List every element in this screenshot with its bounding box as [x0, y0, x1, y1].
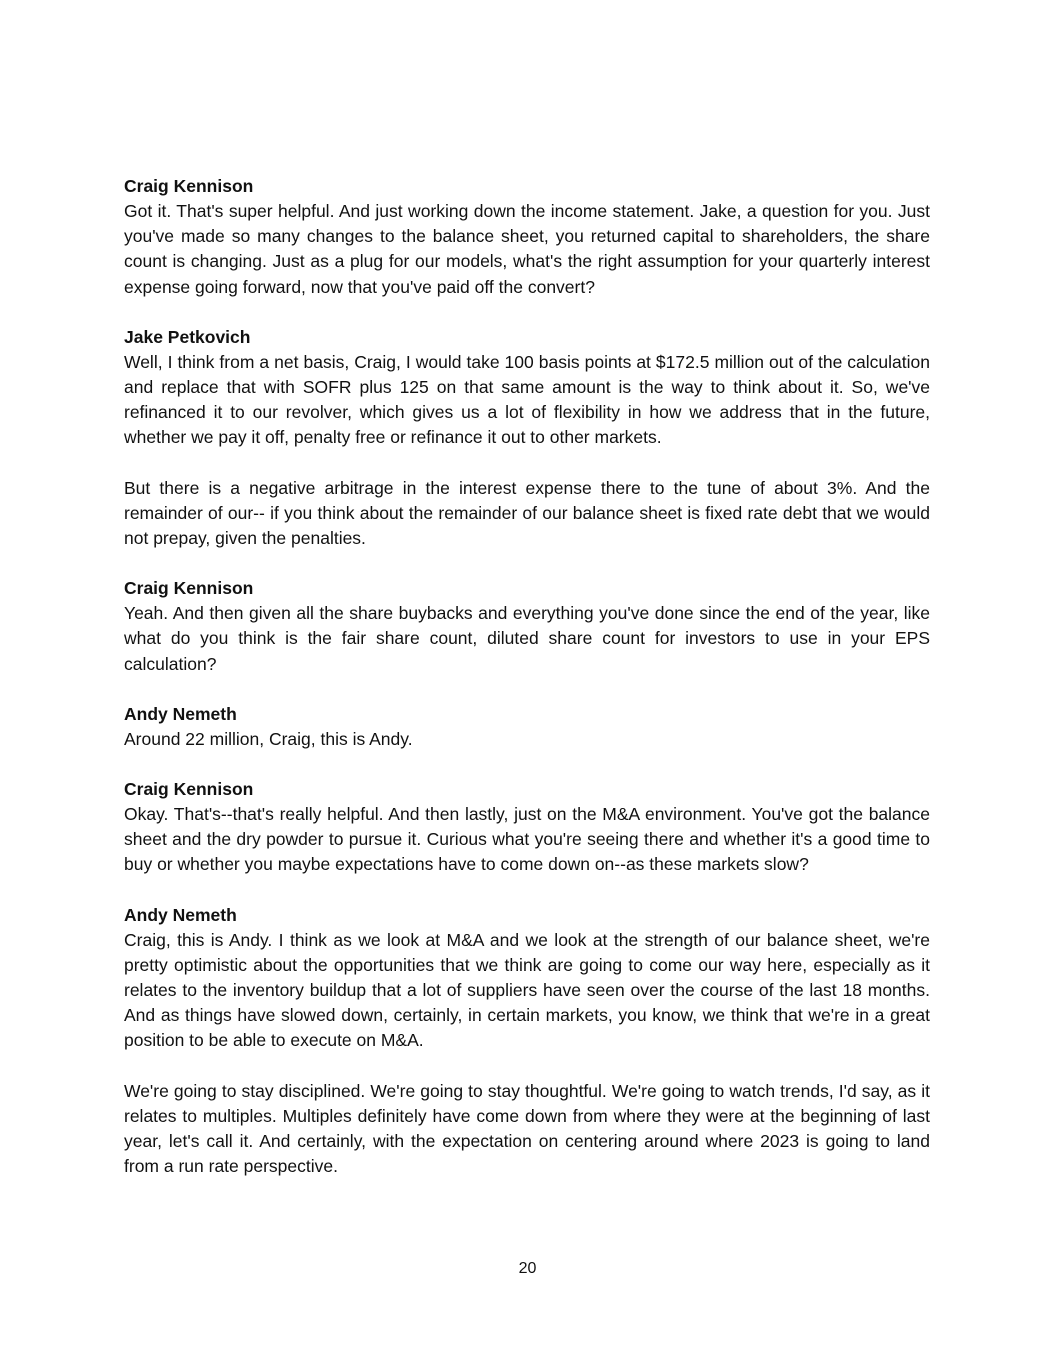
speaker-name: Craig Kennison [124, 176, 254, 196]
speech-paragraph: Okay. That's--that's really helpful. And then lastly, just on the M&A environment. You've got the balance sheet and the dry powder to pursue it. Curious what you're seeing there and whether it's a good time to buy or whether you maybe expectations have to come down on--as these markets slow? [124, 804, 930, 875]
speech-paragraph: Around 22 million, Craig, this is Andy. [124, 728, 413, 749]
speaker-block [124, 325, 930, 551]
transcript-page [124, 174, 930, 1204]
speech-paragraph: We're going to stay disciplined. We're going to stay thoughtful. We're going to watch trends, I'd say, as it relates to multiples. Multiples definitely have come down from where they were at the beginning of last year, let's call it. And certainly, with the expectation on centering around where 2023 is going to land from a run rate perspective. [124, 1080, 930, 1177]
speaker-name: Craig Kennison [124, 779, 254, 800]
speaker-name: Jake Petkovich [124, 326, 251, 347]
speech-paragraph: Yeah. And then given all the share buybacks and everything you've done since the end of the year, like what do you think is the fair share count, diluted share count for investors to use in your EPS calculation? [124, 603, 930, 674]
speech-paragraph: But there is a negative arbitrage in the interest expense there to the tune of about 3%. And the remainder of our-- if you think about the remainder of our balance sheet is fixed rate debt that we would not prepay, given the penalties. [124, 477, 930, 549]
speaker-name: Andy Nemeth [124, 904, 237, 925]
speech-paragraph: Well, I think from a net basis, Craig, I would take 100 basis points at $172.5 million out of the calculation and replace that with SOFR plus 125 on that same amount is the way to think about it. So, we've refinanced it to our revolver, which gives us a lot of flexibility in how we address that in the future, whether we pay it off, penalty free or refinance it out to other markets. [124, 351, 930, 448]
speaker-block [124, 174, 930, 300]
speech-paragraph: Got it. That's super helpful. And just working down the income statement. Jake, a question for you. Just you've made so many changes to the balance sheet, you returned capital to shareholders, the share count is changing. Just as a plug for our models, what's the right assumption for your quarterly interest expense going forward, now that you've paid off the convert? [124, 201, 930, 297]
page-number: 20 [518, 1260, 537, 1277]
speaker-block [124, 777, 930, 878]
speaker-block [124, 903, 930, 1180]
speech-paragraph: Craig, this is Andy. I think as we look at M&A and we look at the strength of our balance sheet, we're pretty optimistic about the opportunities that we think are going to come our way here, especially as it relates to the inventory buildup that a lot of suppliers have seen over the course of the last 18 months. And as things have slowed down, certainly, in certain markets, you know, we think that we're in a great position to be able to execute on M&A. [124, 929, 930, 1051]
speaker-block [124, 702, 930, 752]
speaker-name: Craig Kennison [124, 578, 254, 599]
speaker-name: Andy Nemeth [124, 703, 237, 724]
speaker-block [124, 576, 930, 677]
